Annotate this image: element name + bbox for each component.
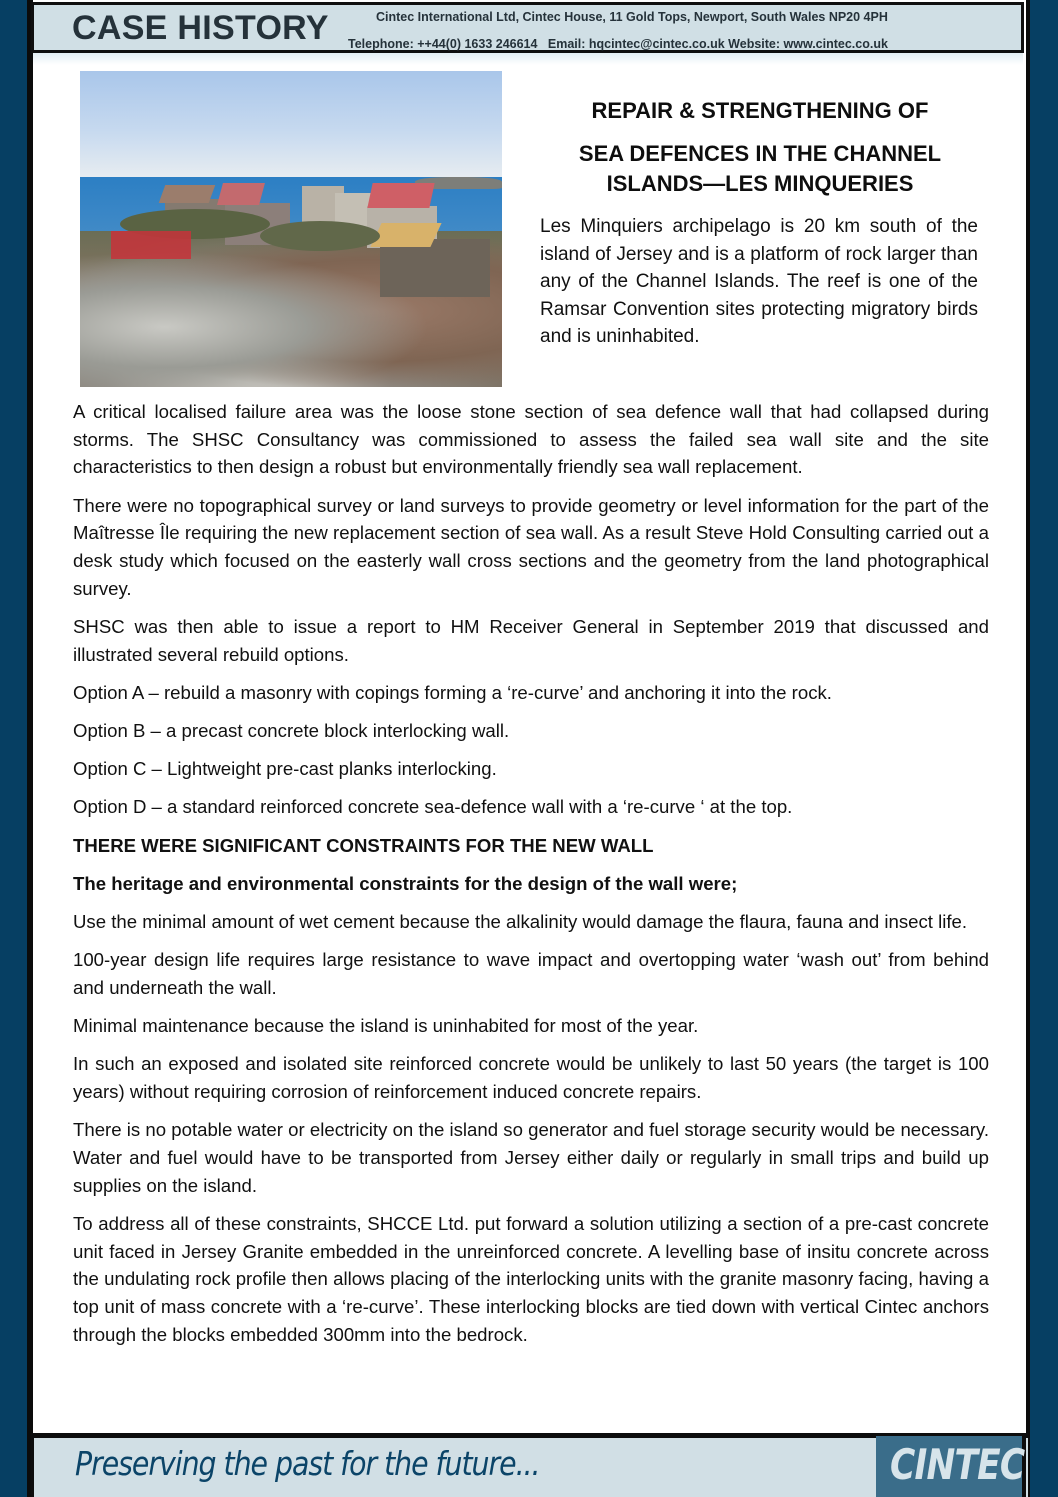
photo-vegetation [260, 221, 380, 251]
photo-roof [370, 223, 441, 247]
title-line-1: REPAIR & STRENGTHENING OF [591, 98, 929, 123]
document-type-title: CASE HISTORY [72, 9, 329, 47]
option-b: Option B – a precast concrete block interlocking wall. [73, 720, 510, 742]
company-address: Cintec International Ltd, Cintec House, 11 Gold Tops, Newport, South Wales NP20 4PH [376, 10, 888, 24]
constraints-heading: THERE WERE SIGNIFICANT CONSTRAINTS FOR THE NEW WALL [73, 834, 654, 856]
photo-cottage [380, 239, 490, 297]
option-c: Option C – Lightweight pre-cast planks interlocking. [73, 758, 497, 780]
paragraph-failure-area: A critical localised failure area was the loose stone section of sea defence wall that had collapsed during storms. The SHSC Consultancy was commissioned to assess the failed sea wall site and the site characteristics to then design a robust but environmentally friendly sea wall replacement. [73, 401, 989, 478]
photo-roof [217, 183, 265, 205]
page-header [31, 2, 1024, 53]
photo-roof [367, 183, 434, 208]
constraint-utilities: There is no potable water or electricity on the island so generator and fuel storage security would be necessary. Water and fuel would have to be transported from Jersey either daily or regularly in small trips and build up supplies on the island. [73, 1119, 989, 1196]
cintec-logo: CINTEC [890, 1440, 1025, 1489]
footer-tagline: Preserving the past for the future... [75, 1444, 540, 1483]
case-study-title [530, 96, 990, 199]
title-line-2: SEA DEFENCES IN THE CHANNEL [578, 141, 942, 166]
cintec-logo-box [876, 1436, 1026, 1497]
constraints-subheading: The heritage and environmental constraints for the design of the wall were; [73, 872, 738, 894]
photo-sky [80, 71, 502, 179]
left-brand-bar [0, 0, 27, 1497]
constraint-corrosion: In such an exposed and isolated site reinforced concrete would be unlikely to last 50 years (the target is 100 years) without requiring corrosion of reinforcement induced concrete repairs. [73, 1053, 989, 1103]
option-a: Option A – rebuild a masonry with copings forming a ‘re-curve’ and anchoring it into the rock. [73, 681, 832, 703]
title-line-3: ISLANDS—LES MINQUERIES [606, 171, 914, 196]
constraint-maintenance: Minimal maintenance because the island is uninhabited for most of the year. [73, 1015, 699, 1037]
constraint-cement: Use the minimal amount of wet cement because the alkalinity would damage the flaura, fauna and insect life. [73, 911, 968, 933]
site-photo [80, 71, 502, 387]
intro-paragraph: Les Minquiers archipelago is 20 km south of the island of Jersey and is a platform of rock larger than any of the Channel Islands. The reef is one of the Ramsar Convention sites protecting migratory birds and is uninhabited. [540, 216, 978, 348]
collapsed-wall-highlight [111, 231, 191, 259]
company-contact: Telephone: ++44(0) 1633 246614 Email: hqcintec@cintec.co.uk Website: www.cintec.co.uk [348, 37, 888, 51]
header-shadow [33, 53, 1023, 65]
paragraph-report: SHSC was then able to issue a report to HM Receiver General in September 2019 that discussed and illustrated several rebuild options. [73, 615, 989, 665]
photo-roof [159, 185, 216, 203]
constraint-design-life: 100-year design life requires large resistance to wave impact and overtopping water ‘wash out’ from behind and underneath the wall. [73, 949, 989, 998]
paragraph-survey: There were no topographical survey or land surveys to provide geometry or level information for the part of the Maîtresse Île requiring the new replacement section of sea wall. As a result Steve Hold Consulting carried out a desk study which focused on the easterly wall cross sections and the geometry from the land photographical survey. [73, 494, 989, 599]
option-d: Option D – a standard reinforced concrete sea-defence wall with a ‘re-curve ‘ at the top. [73, 796, 793, 818]
right-brand-bar [1030, 0, 1058, 1497]
body-text [73, 398, 989, 1359]
paragraph-solution: To address all of these constraints, SHCCE Ltd. put forward a solution utilizing a section of a pre-cast concrete unit faced in Jersey Granite embedded in the unreinforced concrete. A levelling base of insitu concrete across the undulating rock profile then allows placing of the interlocking units with the granite masonry facing, having a top unit of mass concrete with a ‘re-curve’. These interlocking blocks are tied down with vertical Cintec anchors through the blocks embedded 300mm into the bedrock. [73, 1212, 989, 1345]
